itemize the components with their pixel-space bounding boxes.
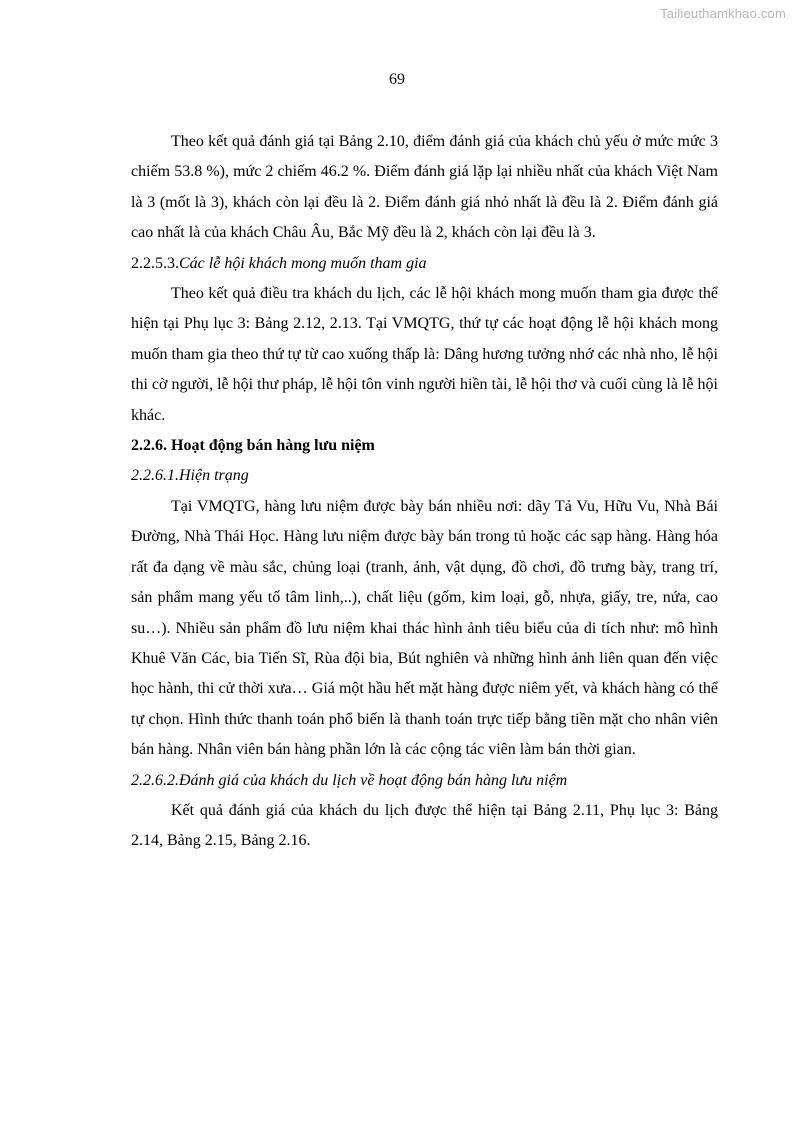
heading-2-2-6: 2.2.6. Hoạt động bán hàng lưu niệm bbox=[131, 437, 375, 455]
paragraph-festivals: Theo kết quả điều tra khách du lịch, các lễ hội khách mong muốn tham gia được thể hiện tại Phụ lục 3: Bảng 2.12, 2.13. Tại VMQTG, thứ tự các hoạt động lễ hội khách mong muốn tham gia theo thứ tự từ cao xuống thấp là: Dâng hương tưởng nhớ các nhà nho, lễ hội thi cờ người, lễ hội thư pháp, lễ hội tôn vinh người hiền tài, lễ hội thơ và cuối cùng là lễ hội khác. bbox=[131, 285, 718, 424]
heading-2-2-5-3-number: 2.2.5.3. bbox=[131, 254, 179, 272]
paragraph-souvenir-status: Tại VMQTG, hàng lưu niệm được bày bán nhiều nơi: dãy Tả Vu, Hữu Vu, Nhà Bái Đường, Nhà Thái Học. Hàng lưu niệm được bày bán trong tủ hoặc các sạp hàng. Hàng hóa rất đa dạng về màu sắc, chủng loại (tranh, ảnh, vật dụng, đồ chơi, đồ trưng bày, trang trí, sản phẩm mang yếu tố tâm linh,..), chất liệu (gốm, kim loại, gỗ, nhựa, giấy, tre, nứa, cao su…). Nhiều sản phẩm đồ lưu niệm khai thác hình ảnh tiêu biểu của di tích như: mô hình Khuê Văn Các, bia Tiến Sĩ, Rùa đội bia, Bút nghiên và những hình ảnh liên quan đến việc học hành, thi cử thời xưa… Giá một hầu hết mặt hàng được niêm yết, và khách hàng có thể tự chọn. Hình thức thanh toán phổ biến là thanh toán trực tiếp bằng tiền mặt cho nhân viên bán hàng. Nhân viên bán hàng phần lớn là các cộng tác viên làm bán thời gian. bbox=[131, 497, 718, 759]
page-number: 69 bbox=[389, 71, 405, 88]
heading-2-2-5-3-title: Các lễ hội khách mong muốn tham gia bbox=[179, 254, 427, 272]
paragraph-rating-summary: Theo kết quả đánh giá tại Bảng 2.10, điểm đánh giá của khách chủ yếu ở mức mức 3 chiếm 53.8 %), mức 2 chiếm 46.2 %. Điểm đánh giá lặp lại nhiều nhất của khách Việt Nam là 3 (mốt là 3), khách còn lại đều là 2. Điểm đánh giá nhỏ nhất là đều là 2. Điểm đánh giá cao nhất là của khách Châu Âu, Bắc Mỹ đều là 2, khách còn lại đều là 3. bbox=[131, 133, 718, 242]
heading-2-2-6-1: 2.2.6.1.Hiện trạng bbox=[131, 467, 249, 485]
paragraph-souvenir-evaluation: Kết quả đánh giá của khách du lịch được thể hiện tại Bảng 2.11, Phụ lục 3: Bảng 2.14, Bảng 2.15, Bảng 2.16. bbox=[131, 801, 718, 850]
heading-2-2-6-2: 2.2.6.2.Đánh giá của khách du lịch về hoạt động bán hàng lưu niệm bbox=[131, 771, 568, 789]
heading-2-2-5-3 bbox=[131, 249, 718, 279]
document-body bbox=[131, 127, 718, 857]
watermark-text: Tailieuthamkhao.com bbox=[660, 6, 786, 21]
